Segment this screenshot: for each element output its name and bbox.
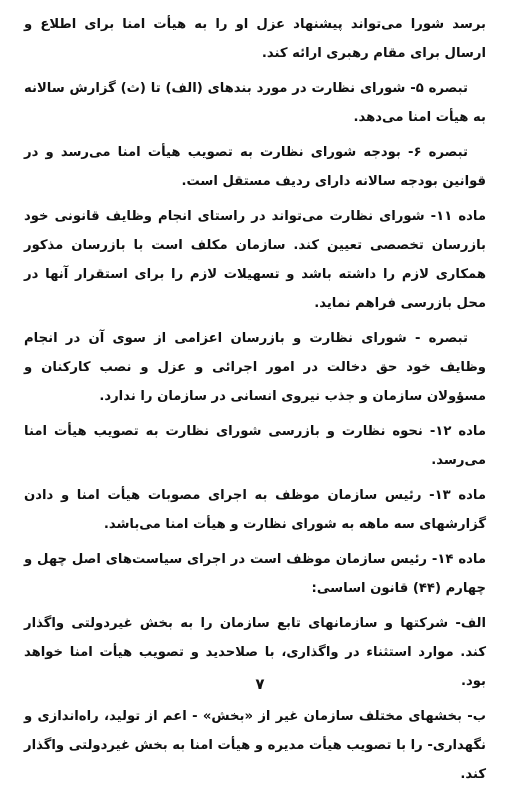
paragraph-label: ماده ۱۲- (429, 424, 487, 439)
paragraph-article-13 (24, 481, 486, 539)
paragraph-text: شرکتها و سازمانهای تابع سازمان را به بخش غیردولتی واگذار کند. موارد استثناء در واگذاری، با صلاحدید و تصویب هیأت امنا خواهد بود. (24, 616, 486, 689)
paragraph-text: شورای نظارت می‌تواند در راستای انجام وظایف قانونی خود بازرسان تخصصی تعیین کند. سازمان مکلف است با بازرسان مذکور همکاری لازم را داشته باشد و تسهیلات لازم را برای استقرار آنها در محل بازرسی فراهم نماید. (24, 209, 486, 311)
paragraph-text: نحوه نظارت و بازرسی شورای نظارت به تصویب هیأت امنا می‌رسد. (24, 424, 486, 468)
paragraph-text: برسد شورا می‌تواند پیشنهاد عزل او را به هیأت امنا برای اطلاع و ارسال برای مقام رهبری ارائه کند. (24, 17, 486, 61)
page-number: ۷ (255, 675, 265, 693)
paragraph-item-be (24, 702, 486, 789)
paragraph-label: ماده ۱۱- (430, 209, 486, 224)
paragraph-label: ماده ۱۴- (431, 552, 486, 567)
paragraph-article-11 (24, 202, 486, 318)
paragraph-note-5 (24, 74, 486, 132)
paragraph-label: ماده ۱۳- (429, 488, 486, 503)
paragraph-continuation (24, 10, 486, 68)
paragraph-text: شورای نظارت در مورد بندهای (الف) تا (ث) گزارش سالانه به هیأت امنا می‌دهد. (24, 81, 486, 125)
paragraph-text: بودجه شورای نظارت به تصویب هیأت امنا می‌رسد و در قوانین بودجه سالانه دارای ردیف مستقل است. (24, 145, 486, 189)
paragraph-label: تبصره ۶- (407, 145, 468, 160)
paragraph-text: رئیس سازمان موظف است در اجرای سیاست‌های اصل چهل و چهارم (۴۴) قانون اساسی: (24, 552, 486, 596)
paragraph-label: تبصره - (414, 331, 468, 346)
paragraph-article-12 (24, 417, 486, 475)
paragraph-label: الف- (455, 616, 486, 631)
paragraph-text: شورای نظارت و بازرسان اعزامی از سوی آن در انجام وظایف خود حق دخالت در امور اجرائی و عزل و نصب کارکنان و مسؤولان سازمان و جذب نیروی انسانی در سازمان را ندارد. (24, 331, 486, 404)
paragraph-label: تبصره ۵- (410, 81, 468, 96)
paragraph-text: رئیس سازمان موظف به اجرای مصوبات هیأت امنا و دادن گزارشهای سه ماهه به شورای نظارت و هیأت امنا می‌باشد. (24, 488, 486, 532)
paragraph-note-6 (24, 138, 486, 196)
paragraph-note (24, 324, 486, 411)
paragraph-article-14 (24, 545, 486, 603)
paragraph-label: ب- (467, 709, 486, 724)
paragraph-text: بخشهای مختلف سازمان غیر از «بخش» - اعم از تولید، راه‌اندازی و نگهداری- را با تصویب هیأت مدیره و هیأت امنا به بخش غیردولتی واگذار کند. (24, 709, 486, 782)
